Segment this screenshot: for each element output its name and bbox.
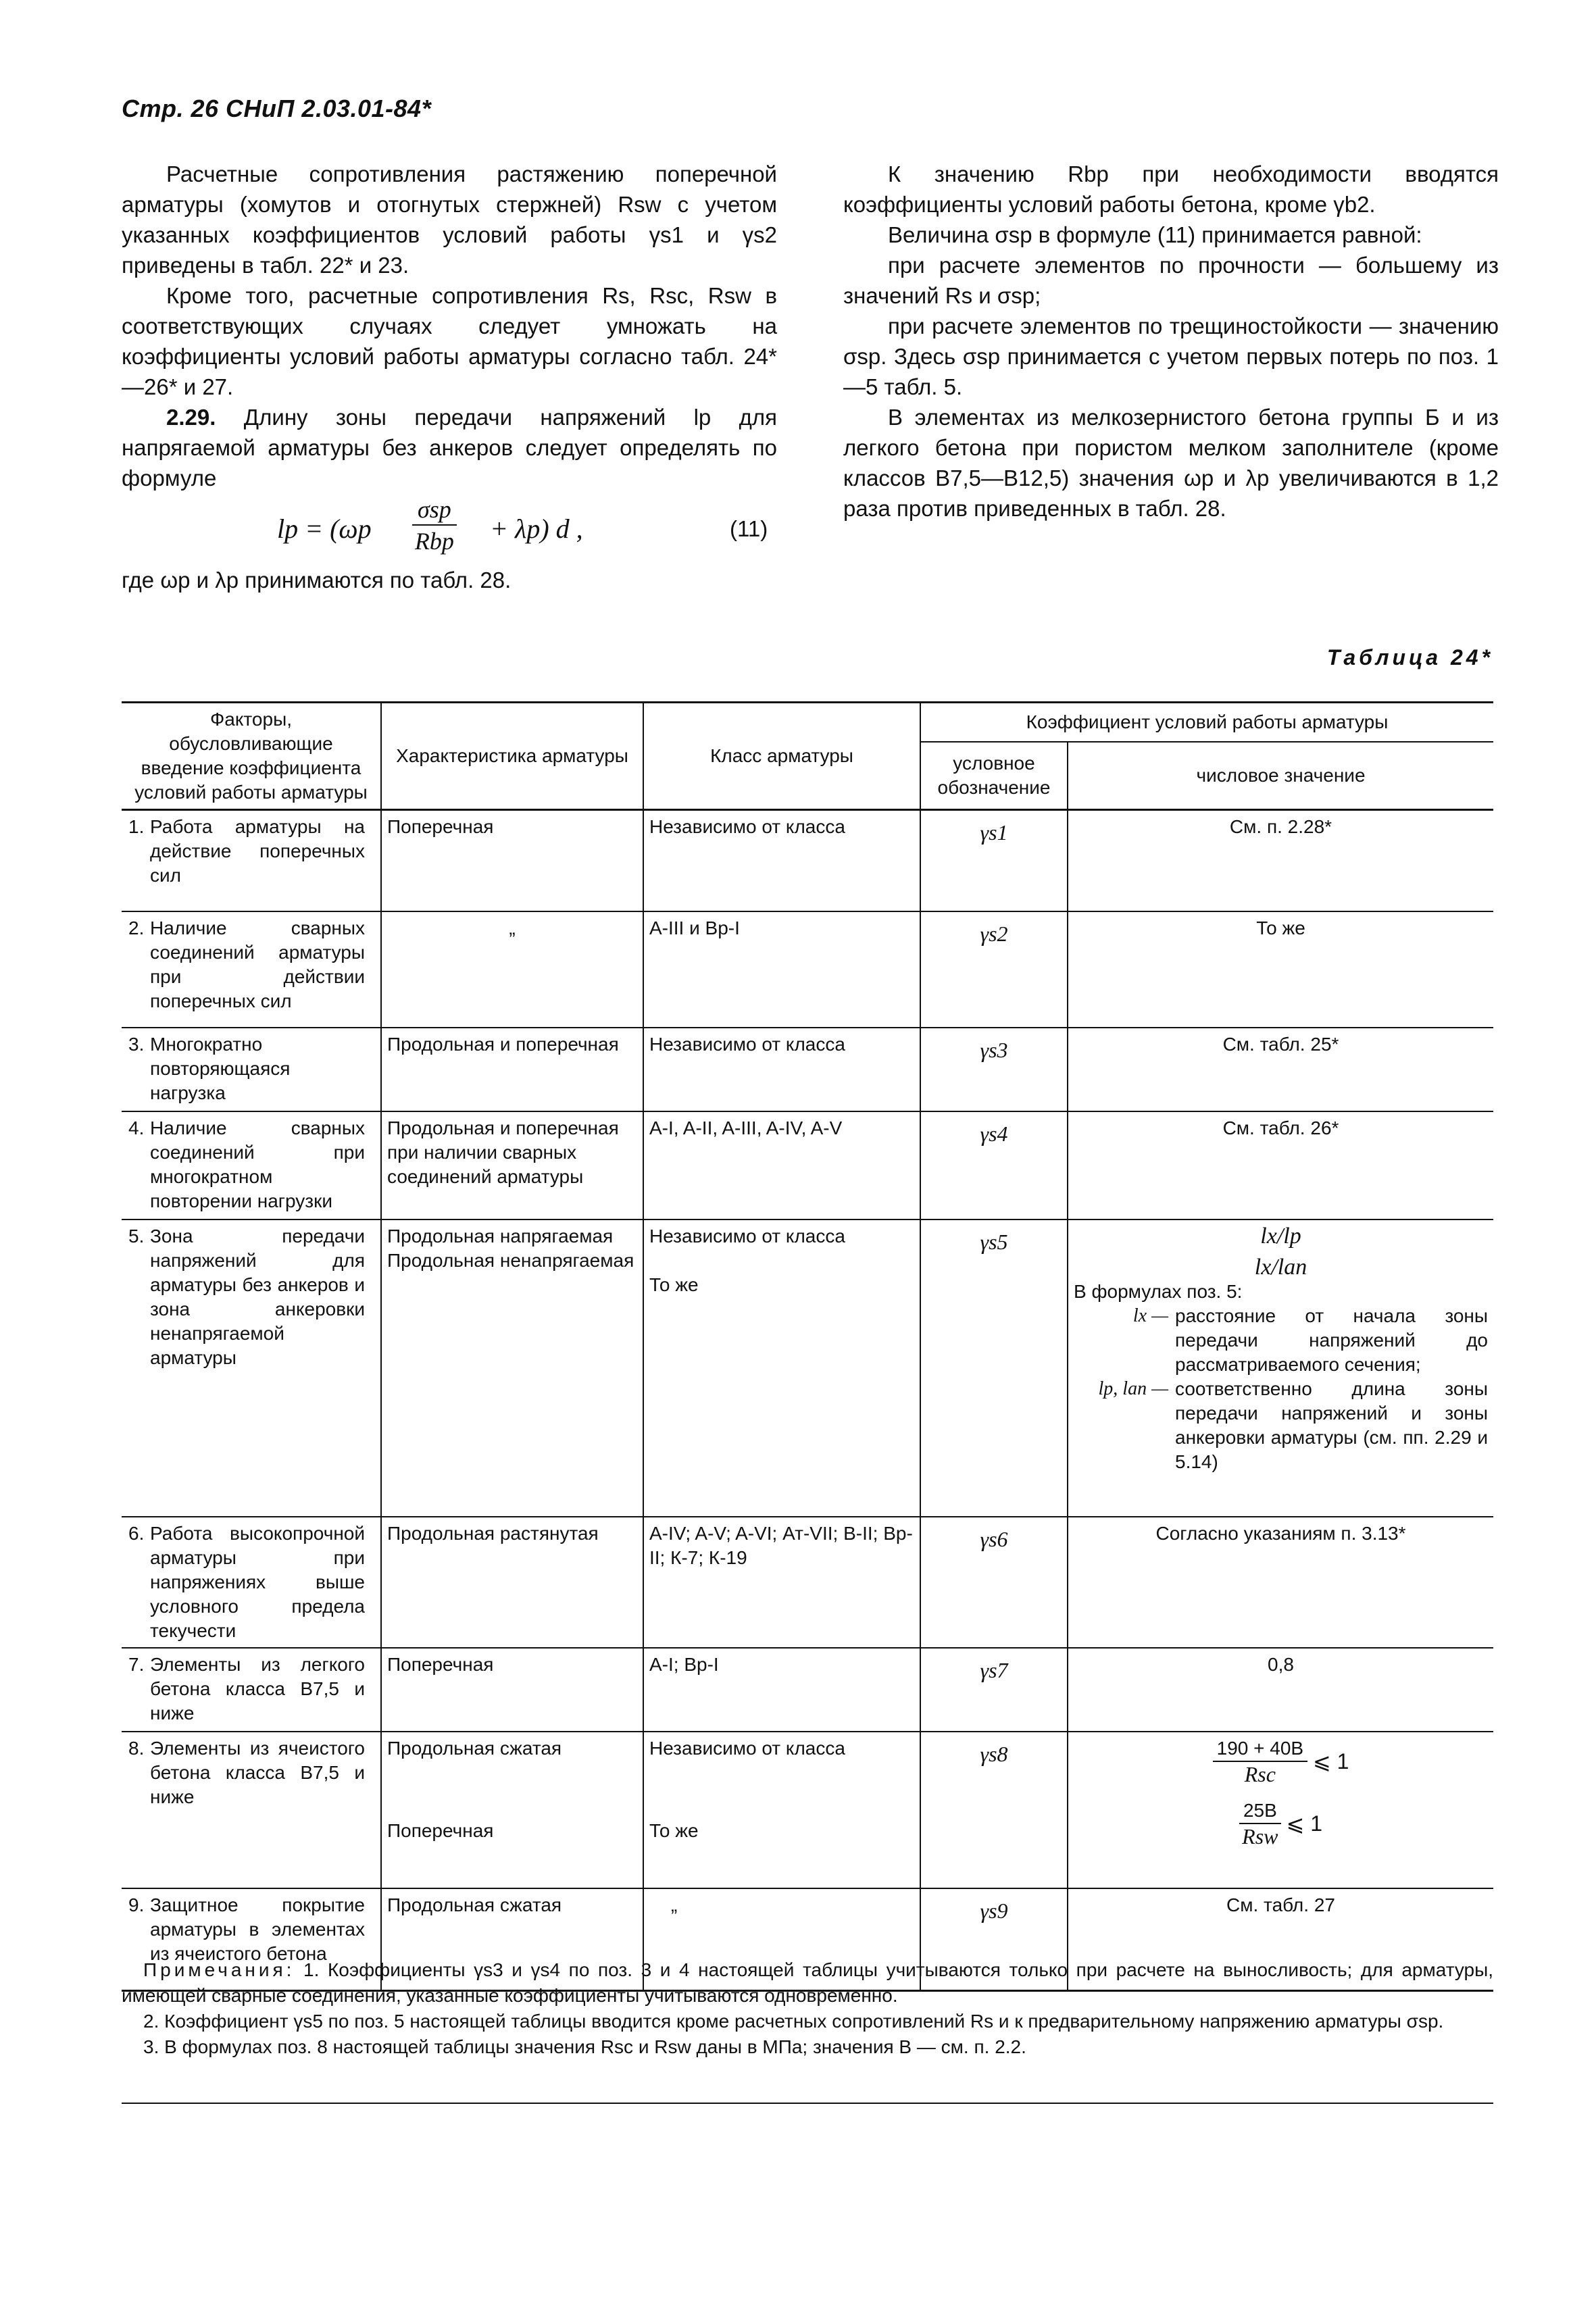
legend-key: lx — <box>1132 1305 1168 1326</box>
row-number: 1. <box>128 816 145 837</box>
factor-text: Наличие сварных соединений арматуры при действии поперечных сил <box>150 917 365 1011</box>
notes-title: Примечания: <box>143 1959 295 1980</box>
paragraph: при расчете элементов по прочности — большему из значений Rs и σsp; <box>843 253 1499 308</box>
header-value: числовое значение <box>1068 742 1493 809</box>
bottom-rule <box>122 2103 1493 2104</box>
cell-class: Независимо от класса <box>643 1028 920 1111</box>
cell-factor <box>122 810 381 911</box>
cell-factor <box>122 1219 381 1517</box>
table-row <box>122 1219 1493 1517</box>
table-row <box>122 810 1493 911</box>
row-number: 3. <box>128 1033 145 1055</box>
table-row <box>122 1517 1493 1648</box>
legend-text: соответственно длина зоны передачи напряжений и зоны анкеровки арматуры (см. пп. 2.29 и 5.14) <box>1175 1378 1488 1472</box>
clause-text: Длину зоны передачи напряжений lp для напрягаемой арматуры без анкеров следует определять по формуле <box>122 405 778 491</box>
row-number: 7. <box>128 1653 145 1675</box>
right-column <box>843 159 1499 524</box>
cell-characteristic: Продольная сжатая <box>381 1888 643 1991</box>
table-notes <box>122 1957 1493 2060</box>
note-2: 2. Коэффициент γs5 по поз. 5 настоящей таблицы вводится кроме расчетных сопротивлений Rs и к предварительному напряжению арматуры σsp. <box>143 2011 1444 2032</box>
cell-value <box>1068 1219 1493 1517</box>
class-b: То же <box>649 1819 699 1841</box>
cell-symbol: γs5 <box>920 1219 1068 1517</box>
cell-symbol: γs6 <box>920 1517 1068 1648</box>
note-text: 1. Коэффициенты γs3 и γs4 по поз. 3 и 4 настоящей таблицы учитываются только при расчете на выносливость; для арматуры, имеющей сварные соединения, указанные коэффициенты учитываются одновременно. <box>122 1959 1493 2006</box>
formula-denominator: Rbp <box>414 528 454 555</box>
header-designation: условное обозначение <box>920 742 1068 809</box>
table-row <box>122 1111 1493 1219</box>
row-number: 9. <box>128 1894 145 1915</box>
formula-lhs: lp = (ωp <box>277 513 372 544</box>
cell-value: То же <box>1068 911 1493 1028</box>
factor-text: Многократно повторяющаяся нагрузка <box>150 1033 291 1103</box>
cell-class: A-I, A-II, A-III, A-IV, A-V <box>643 1111 920 1219</box>
cell-class: A-I; Вр-I <box>643 1648 920 1732</box>
header-characteristic: Характеристика арматуры <box>381 703 643 810</box>
header-coef-group: Коэффициент условий работы арматуры <box>920 703 1493 743</box>
cell-value: См. табл. 27 <box>1068 1888 1493 1991</box>
cell-symbol: γs1 <box>920 810 1068 911</box>
cell-value: Согласно указаниям п. 3.13* <box>1068 1517 1493 1648</box>
cell-value: См. табл. 26* <box>1068 1111 1493 1219</box>
cell-class <box>643 1732 920 1888</box>
cell-symbol: γs2 <box>920 911 1068 1028</box>
characteristic-a: Продольная напрягаемая <box>387 1225 614 1247</box>
table-header-row <box>122 703 1493 743</box>
factor-text: Зона передачи напряжений для арматуры без анкеров и зона анкеровки ненапрягаемой арматуры <box>150 1225 365 1368</box>
cell-factor <box>122 1028 381 1111</box>
cell-symbol: γs3 <box>920 1028 1068 1111</box>
formula-rest: + λp) d , <box>490 513 583 544</box>
header-factors: Факторы, обусловливающие введение коэффициента условий работы арматуры <box>122 703 381 810</box>
cell-factor <box>122 1648 381 1732</box>
cell-value: См. п. 2.28* <box>1068 810 1493 911</box>
cell-class: „ <box>643 1888 920 1991</box>
cell-characteristic <box>381 1219 643 1517</box>
cell-symbol: γs4 <box>920 1111 1068 1219</box>
row-number: 5. <box>128 1225 145 1247</box>
characteristic-a: Продольная сжатая <box>387 1737 562 1759</box>
leq-sign: ⩽ 1 <box>1286 1811 1323 1836</box>
legend-key: lp, lan — <box>1098 1378 1168 1399</box>
cell-characteristic: Продольная и поперечная при наличии сварных соединений арматуры <box>381 1111 643 1219</box>
cell-characteristic: Поперечная <box>381 1648 643 1732</box>
header-class: Класс арматуры <box>643 703 920 810</box>
formula-numerator: σsp <box>412 495 457 526</box>
cell-class: A-IV; A-V; A-VI; Ат-VII; В-II; Вр-II; К-7; К-19 <box>643 1517 920 1648</box>
page-header: Стр. 26 СНиП 2.03.01-84* <box>122 95 432 122</box>
equation-number: (11) <box>730 516 768 541</box>
row-number: 8. <box>128 1737 145 1759</box>
factor-text: Работа арматуры на действие поперечных сил <box>150 816 365 886</box>
cell-symbol: γs8 <box>920 1732 1068 1888</box>
table-24 <box>122 701 1493 1992</box>
factor-text: Элементы из ячеистого бетона класса В7,5 и ниже <box>150 1737 365 1807</box>
paragraph: Величина σsp в формуле (11) принимается равной: <box>888 222 1422 247</box>
table-caption: Таблица 24* <box>1326 645 1493 670</box>
cell-factor <box>122 911 381 1028</box>
denominator: Rsw <box>1242 1823 1278 1848</box>
row-number: 6. <box>128 1522 145 1544</box>
class-a: Независимо от класса <box>649 1737 845 1759</box>
cell-factor <box>122 1732 381 1888</box>
row-number: 2. <box>128 917 145 938</box>
cell-factor <box>122 1111 381 1219</box>
factor-text: Элементы из легкого бетона класса В7,5 и ниже <box>150 1653 365 1724</box>
paragraph: где ωp и λp принимаются по табл. 28. <box>122 568 512 593</box>
formula-11 <box>122 495 777 562</box>
paragraph: при расчете элементов по трещиностойкости — значению σsp. Здесь σsp принимается с учетом первых потерь по поз. 1—5 табл. 5. <box>843 313 1499 399</box>
cell-factor <box>122 1517 381 1648</box>
legend-item <box>1074 1304 1488 1377</box>
leq-sign: ⩽ 1 <box>1312 1749 1349 1774</box>
paragraph: В элементах из мелкозернистого бетона группы Б и из легкого бетона при пористом мелком заполнителе (кроме классов В7,5—В12,5) значения ωp и λp увеличиваются в 1,2 раза против приведенных в табл. 28. <box>843 405 1499 521</box>
fraction <box>1213 1736 1307 1786</box>
fraction <box>1239 1799 1281 1848</box>
cell-value <box>1068 1732 1493 1888</box>
cell-class <box>643 1219 920 1517</box>
characteristic-b: Поперечная <box>387 1819 494 1841</box>
factor-text: Работа высокопрочной арматуры при напряжениях выше условного предела текучести <box>150 1522 365 1641</box>
factor-text: Защитное покрытие арматуры в элементах из ячеистого бетона <box>150 1894 365 1964</box>
numerator: 25B <box>1239 1799 1281 1824</box>
note-3: 3. В формулах поз. 8 настоящей таблицы значения Rsc и Rsw даны в МПа; значения В — см. п. 2.2. <box>143 2036 1026 2057</box>
paragraph: К значению Rbp при необходимости вводятся коэффициенты условий работы бетона, кроме γb2. <box>843 161 1499 217</box>
clause-number: 2.29. <box>166 405 216 430</box>
table-row <box>122 911 1493 1028</box>
legend-item <box>1074 1377 1488 1474</box>
legend-title: В формулах поз. 5: <box>1074 1280 1243 1302</box>
legend-text: расстояние от начала зоны передачи напряжений до рассматриваемого сечения; <box>1175 1305 1488 1375</box>
cell-characteristic: Продольная и поперечная <box>381 1028 643 1111</box>
row-number: 4. <box>128 1117 145 1138</box>
value-b: lx/lan <box>1254 1254 1307 1280</box>
clause-2-29 <box>122 402 777 493</box>
cell-symbol: γs7 <box>920 1648 1068 1732</box>
class-b: То же <box>649 1274 699 1295</box>
factor-text: Наличие сварных соединений при многократном повторении нагрузки <box>150 1117 365 1211</box>
legend <box>1074 1280 1488 1474</box>
class-a: Независимо от класса <box>649 1225 845 1247</box>
cell-class: A-III и Вр-I <box>643 911 920 1028</box>
cell-value: 0,8 <box>1068 1648 1493 1732</box>
formula-b <box>1074 1799 1488 1848</box>
cell-class: Независимо от класса <box>643 810 920 911</box>
cell-characteristic: „ <box>381 911 643 1028</box>
table-row <box>122 1732 1493 1888</box>
value-a: lx/lp <box>1260 1223 1301 1249</box>
table-row <box>122 1648 1493 1732</box>
cell-characteristic <box>381 1732 643 1888</box>
left-column <box>122 159 777 595</box>
cell-characteristic: Поперечная <box>381 810 643 911</box>
formula-fraction <box>412 495 457 557</box>
characteristic-b: Продольная ненапрягаемая <box>387 1249 634 1271</box>
numerator: 190 + 40B <box>1213 1736 1307 1762</box>
formula-a <box>1074 1736 1488 1786</box>
paragraph: Кроме того, расчетные сопротивления Rs, Rsc, Rsw в соответствующих случаях следует умножать на коэффициенты условий работы арматуры согласно табл. 24*—26* и 27. <box>122 283 777 399</box>
cell-symbol: γs9 <box>920 1888 1068 1991</box>
note-1 <box>122 1957 1493 2009</box>
cell-characteristic: Продольная растянутая <box>381 1517 643 1648</box>
denominator: Rsc <box>1244 1761 1276 1786</box>
table-row <box>122 1028 1493 1111</box>
paragraph: Расчетные сопротивления растяжению поперечной арматуры (хомутов и отогнутых стержней) Rsw с учетом указанных коэффициентов условий работы γs1 и γs2 приведены в табл. 22* и 23. <box>122 161 777 278</box>
cell-value: См. табл. 25* <box>1068 1028 1493 1111</box>
